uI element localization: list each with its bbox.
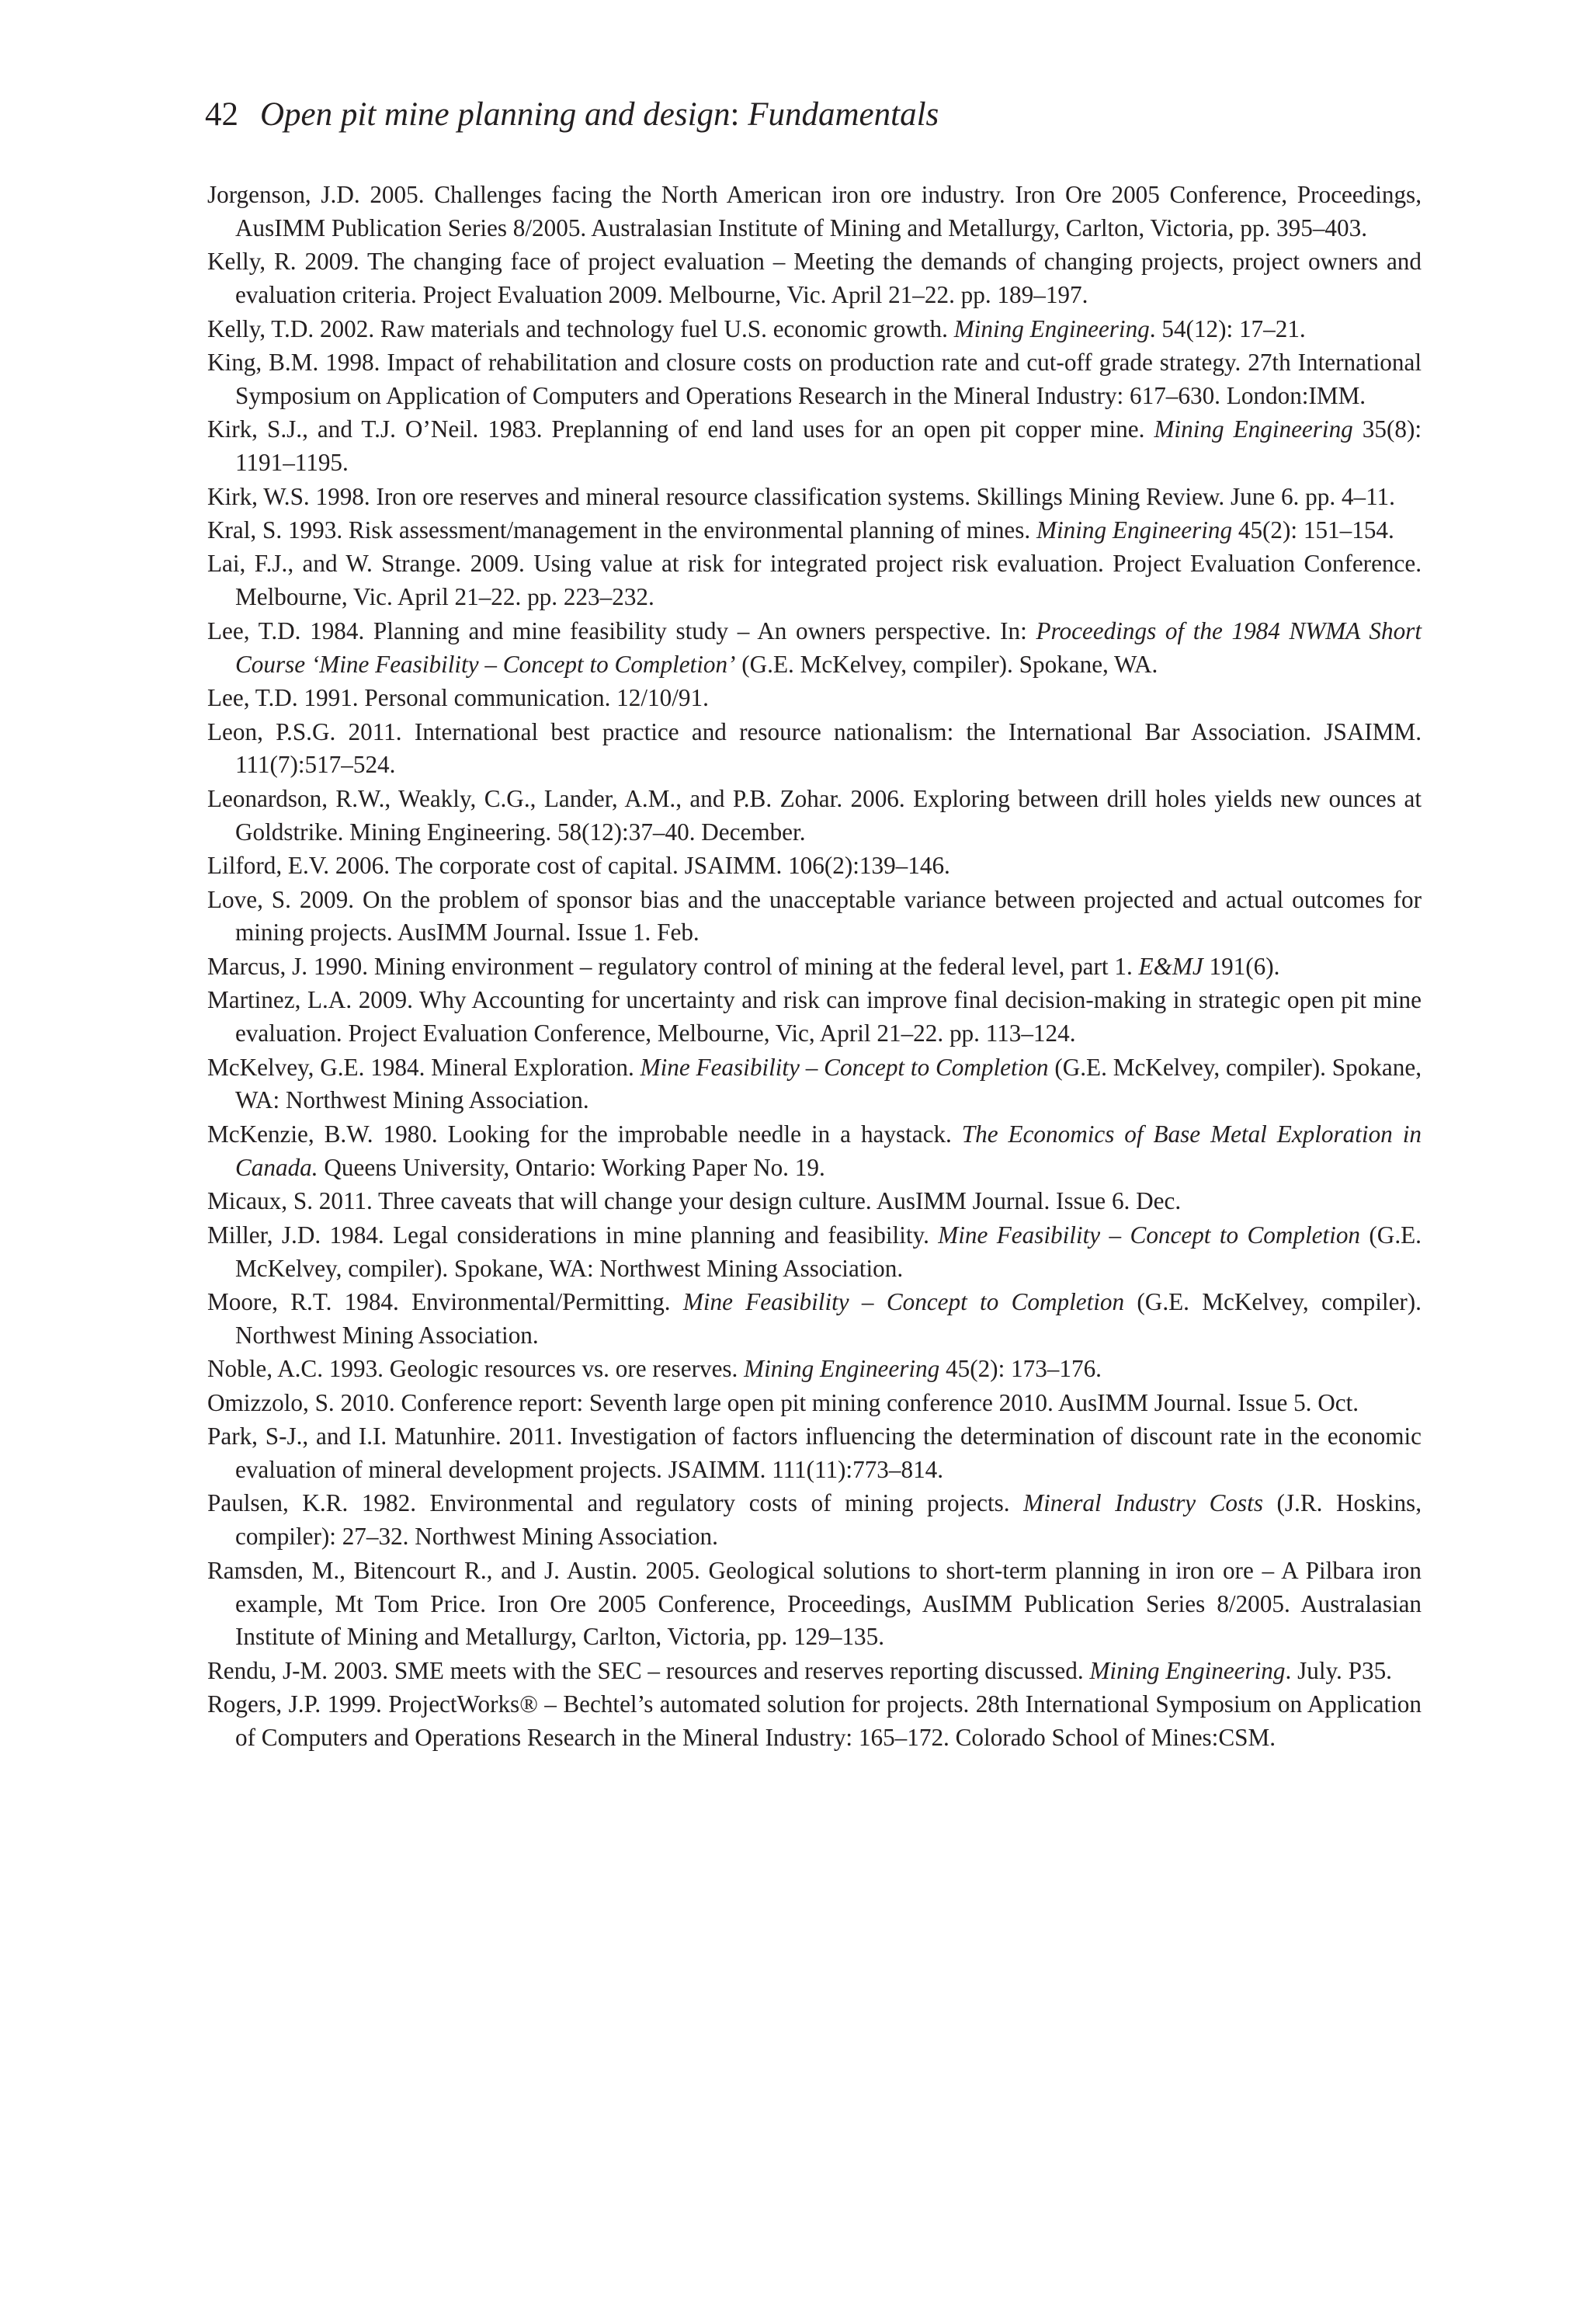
reference-italic-text: Proceedings of the 1984 NWMA Short Course ‘Mine Feasibility – Concept to Completion’	[235, 617, 1422, 678]
book-title-separator: :	[730, 96, 748, 133]
reference-italic-text: Mine Feasibility – Concept to Completion	[938, 1221, 1361, 1249]
reference-text: Park, S-J., and I.I. Matunhire. 2011. Investigation of factors influencing the determination of discount rate in the economic evaluation of mineral development projects. JSAIMM. 111(11):773–814.	[207, 1423, 1422, 1483]
reference-text: King, B.M. 1998. Impact of rehabilitation and closure costs on production rate and cut-off grade strategy. 27th International Symposium on Application of Computers and Operations Research in the Mineral Industry: 617–630. London:IMM.	[207, 349, 1422, 409]
reference-entry	[207, 716, 1422, 783]
reference-entry	[207, 615, 1422, 682]
reference-entry	[207, 1688, 1422, 1755]
reference-text: 191(6).	[1203, 952, 1280, 980]
book-title	[260, 96, 939, 133]
reference-entry	[207, 984, 1422, 1051]
reference-text: Leonardson, R.W., Weakly, C.G., Lander, A.M., and P.B. Zohar. 2006. Exploring between drill holes yields new ounces at Goldstrike. Mining Engineering. 58(12):37–40. December.	[207, 784, 1422, 846]
reference-text: Micaux, S. 2011. Three caveats that will change your design culture. AusIMM Journal. Issue 6. Dec.	[207, 1187, 1182, 1215]
reference-text: Lai, F.J., and W. Strange. 2009. Using value at risk for integrated project risk evaluation. Project Evaluation Conference. Melbourne, Vic. April 21–22. pp. 223–232.	[207, 550, 1422, 611]
reference-entry	[207, 884, 1422, 950]
reference-text: Kelly, R. 2009. The changing face of project evaluation – Meeting the demands of changing projects, project owners and evaluation criteria. Project Evaluation 2009. Melbourne, Vic. April 21–22. pp. 189–197.	[207, 248, 1422, 309]
reference-entry	[207, 682, 1422, 715]
reference-text: McKenzie, B.W. 1980. Looking for the improbable needle in a haystack.	[207, 1120, 962, 1148]
reference-text: (G.E. McKelvey, compiler). Spokane, WA.	[735, 650, 1158, 678]
reference-italic-text: Mineral Industry Costs	[1023, 1489, 1263, 1517]
reference-text: Kelly, T.D. 2002. Raw materials and technology fuel U.S. economic growth.	[207, 314, 954, 342]
reference-entry	[207, 849, 1422, 883]
reference-italic-text: Mining Engineering	[1036, 516, 1233, 544]
reference-text: . 54(12): 17–21.	[1149, 314, 1306, 342]
book-title-sub: Fundamentals	[748, 96, 939, 133]
reference-text: Kirk, S.J., and T.J. O’Neil. 1983. Preplanning of end land uses for an open pit copper mine.	[207, 415, 1154, 443]
reference-text: Lee, T.D. 1984. Planning and mine feasibility study – An owners perspective. In:	[207, 617, 1036, 644]
reference-text: Queens University, Ontario: Working Paper No. 19.	[318, 1153, 825, 1181]
reference-text: Moore, R.T. 1984. Environmental/Permitting.	[207, 1287, 683, 1315]
reference-entry	[207, 179, 1422, 245]
reference-text: Paulsen, K.R. 1982. Environmental and regulatory costs of mining projects.	[207, 1489, 1024, 1517]
reference-entry	[207, 1118, 1422, 1185]
reference-text: (G.E. McKelvey, compiler). Northwest Mining Association.	[235, 1287, 1422, 1349]
reference-italic-text: Mining Engineering	[953, 314, 1150, 342]
reference-entry	[207, 783, 1422, 849]
reference-text: Martinez, L.A. 2009. Why Accounting for uncertainty and risk can improve final decision-making in strategic open pit mine evaluation. Project Evaluation Conference, Melbourne, Vic, April 21–22. pp. 113–124.	[207, 986, 1422, 1047]
reference-entry	[207, 1655, 1422, 1688]
reference-text: 35(8): 1191–1195.	[235, 415, 1422, 477]
reference-italic-text: The Economics of Base Metal Exploration in Canada.	[235, 1120, 1422, 1181]
reference-text: Miller, J.D. 1984. Legal considerations in mine planning and feasibility.	[207, 1221, 939, 1249]
reference-entry	[207, 547, 1422, 614]
reference-entry	[207, 1487, 1422, 1554]
reference-entry	[207, 1051, 1422, 1118]
reference-italic-text: Mining Engineering	[1089, 1656, 1286, 1684]
reference-entry	[207, 1353, 1422, 1386]
reference-italic-text: Mine Feasibility – Concept to Completion	[682, 1287, 1125, 1315]
reference-entry	[207, 514, 1422, 547]
reference-text: Kral, S. 1993. Risk assessment/management in the environmental planning of mines.	[207, 516, 1036, 544]
reference-italic-text: Mining Engineering	[1154, 415, 1353, 443]
reference-entry	[207, 1420, 1422, 1487]
reference-entry	[207, 245, 1422, 312]
reference-text: Rogers, J.P. 1999. ProjectWorks® – Bechtel’s automated solution for projects. 28th International Symposium on Application of Computers and Operations Research in the Mineral Industry: 165–172. Colorado School of Mines:CSM.	[207, 1690, 1422, 1752]
reference-text: Marcus, J. 1990. Mining environment – regulatory control of mining at the federal level, part 1.	[207, 952, 1139, 980]
reference-list	[207, 179, 1422, 1756]
reference-text: (G.E. McKelvey, compiler). Spokane, WA: Northwest Mining Association.	[235, 1053, 1422, 1114]
reference-italic-text: Mine Feasibility – Concept to Completion	[640, 1053, 1049, 1081]
reference-entry	[207, 950, 1422, 984]
page-number: 42	[205, 96, 238, 133]
reference-text: McKelvey, G.E. 1984. Mineral Exploration.	[207, 1053, 641, 1081]
reference-text: Lilford, E.V. 2006. The corporate cost of capital. JSAIMM. 106(2):139–146.	[207, 852, 950, 880]
reference-entry	[207, 1286, 1422, 1353]
reference-entry	[207, 481, 1422, 514]
book-title-main: Open pit mine planning and design	[260, 96, 731, 133]
reference-text: 45(2): 173–176.	[939, 1355, 1102, 1383]
reference-text: . July. P35.	[1285, 1656, 1392, 1684]
reference-text: Lee, T.D. 1991. Personal communication. 12/10/91.	[207, 684, 709, 712]
reference-text: 45(2): 151–154.	[1232, 516, 1394, 544]
reference-text: (J.R. Hoskins, compiler): 27–32. Northwest Mining Association.	[235, 1489, 1422, 1551]
reference-entry	[207, 313, 1422, 346]
reference-entry	[207, 346, 1422, 413]
reference-entry	[207, 1387, 1422, 1420]
reference-text: Noble, A.C. 1993. Geologic resources vs. ore reserves.	[207, 1355, 745, 1383]
reference-italic-text: Mining Engineering	[744, 1355, 940, 1383]
reference-text: Jorgenson, J.D. 2005. Challenges facing the North American iron ore industry. Iron Ore 2005 Conference, Proceedings, AusIMM Publication Series 8/2005. Australasian Institute of Mining and Metallurgy, Carlton, Victoria, pp. 395–403.	[207, 181, 1422, 241]
reference-entry	[207, 1219, 1422, 1286]
reference-entry	[207, 1185, 1422, 1218]
reference-text: Love, S. 2009. On the problem of sponsor bias and the unacceptable variance between projected and actual outcomes for mining projects. AusIMM Journal. Issue 1. Feb.	[207, 885, 1422, 947]
reference-text: Rendu, J-M. 2003. SME meets with the SEC – resources and reserves reporting discussed.	[207, 1656, 1090, 1684]
reference-italic-text: E&MJ	[1138, 952, 1203, 980]
reference-text: Ramsden, M., Bitencourt R., and J. Austin. 2005. Geological solutions to short-term planning in iron ore – A Pilbara iron example, Mt Tom Price. Iron Ore 2005 Conference, Proceedings, AusIMM Publication Series 8/2005. Australasian Institute of Mining and Metallurgy, Carlton, Victoria, pp. 129–135.	[207, 1556, 1422, 1651]
reference-text: Omizzolo, S. 2010. Conference report: Seventh large open pit mining conference 2010. AusIMM Journal. Issue 5. Oct.	[207, 1388, 1359, 1416]
reference-entry	[207, 1555, 1422, 1655]
reference-text: Leon, P.S.G. 2011. International best practice and resource nationalism: the International Bar Association. JSAIMM. 111(7):517–524.	[207, 717, 1422, 779]
reference-text: Kirk, W.S. 1998. Iron ore reserves and mineral resource classification systems. Skillings Mining Review. June 6. pp. 4–11.	[207, 482, 1395, 510]
running-head	[205, 92, 939, 138]
reference-entry	[207, 413, 1422, 480]
reference-text: (G.E. McKelvey, compiler). Spokane, WA: Northwest Mining Association.	[235, 1221, 1422, 1282]
